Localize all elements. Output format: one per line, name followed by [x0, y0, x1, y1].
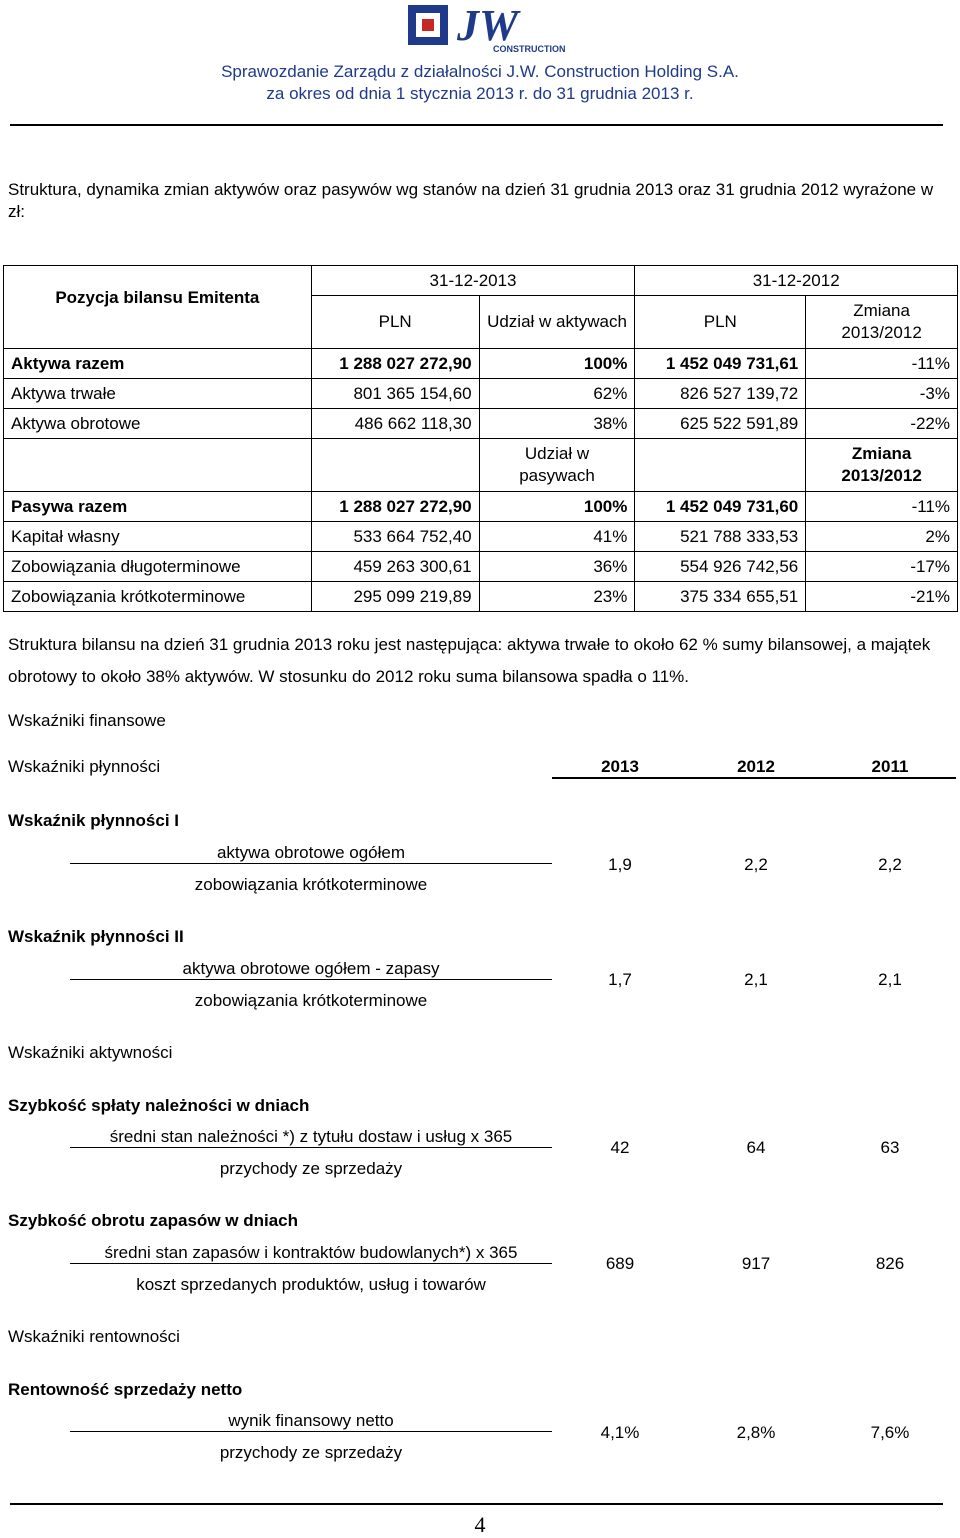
ratio-value: 1,7 [608, 970, 632, 989]
footer-divider [10, 1503, 943, 1505]
logo-text: JW [457, 1, 519, 50]
row-change: -11% [806, 349, 958, 379]
logo-subtext: CONSTRUCTION [493, 44, 566, 54]
ratio-denominator: przychody ze sprzedaży [219, 1443, 403, 1462]
row-change: -22% [806, 409, 958, 439]
table-header-row [4, 266, 958, 296]
header-line-2: za okres od dnia 1 stycznia 2013 r. do 31 grudnia 2013 r. [266, 84, 694, 103]
row-name: Aktywa razem [4, 349, 312, 379]
company-logo [405, 1, 566, 54]
fraction-line [70, 1431, 552, 1432]
row-name: Kapitał własny [4, 522, 312, 552]
change-header-b: Zmiana 2013/2012 [806, 439, 958, 492]
ratio-value: 1,9 [608, 855, 632, 874]
row-change: 2% [806, 522, 958, 552]
row-share: 23% [479, 582, 635, 612]
share-assets-header: Udział w aktywach [479, 296, 635, 349]
ratio-title: Wskaźnik płynności I [8, 811, 179, 830]
ratio-denominator: przychody ze sprzedaży [219, 1159, 403, 1178]
share-liab-header: Udział w pasywach [479, 439, 635, 492]
summary-paragraph: Struktura bilansu na dzień 31 grudnia 2013 roku jest następująca: aktywa trwałe to około 62 % sumy bilansowej, a majątek obrotowy to około 38% aktywów. W stosunku do 2012 roku suma bilansowa spadła o 11%. [8, 635, 931, 686]
pln-2012-header: PLN [635, 296, 806, 349]
ratio-denominator: zobowiązania krótkoterminowe [194, 991, 428, 1010]
table-row [4, 552, 958, 582]
row-value-2013: 459 263 300,61 [311, 552, 479, 582]
ratio-title: Wskaźnik płynności II [8, 927, 184, 946]
row-change: -21% [806, 582, 958, 612]
ratio-value: 64 [746, 1138, 766, 1157]
row-share: 62% [479, 379, 635, 409]
row-value-2012: 1 452 049 731,60 [635, 492, 806, 522]
col-position-header: Pozycja bilansu Emitenta [4, 266, 312, 349]
ratio-numerator: średni stan należności *) z tytułu dostaw i usług x 365 [109, 1127, 513, 1146]
fraction-line [70, 1147, 552, 1148]
row-name: Aktywa trwałe [4, 379, 312, 409]
row-value-2013: 801 365 154,60 [311, 379, 479, 409]
ratio-denominator: koszt sprzedanych produktów, usług i towarów [136, 1275, 486, 1294]
ratio-value: 2,8% [736, 1423, 776, 1442]
row-value-2013: 295 099 219,89 [311, 582, 479, 612]
row-value-2012: 521 788 333,53 [635, 522, 806, 552]
row-value-2012: 826 527 139,72 [635, 379, 806, 409]
row-name: Aktywa obrotowe [4, 409, 312, 439]
row-name: Zobowiązania krótkoterminowe [4, 582, 312, 612]
ratio-numerator: średni stan zapasów i kontraktów budowlanych*) x 365 [104, 1243, 518, 1262]
date-2013-header: 31-12-2013 [311, 266, 635, 296]
ratio-numerator: aktywa obrotowe ogółem [216, 843, 406, 862]
row-value-2012: 554 926 742,56 [635, 552, 806, 582]
header-divider [10, 124, 943, 126]
year-2013: 2013 [601, 757, 639, 776]
year-2012: 2012 [737, 757, 775, 776]
row-value-2013: 486 662 118,30 [311, 409, 479, 439]
profitability-title: Wskaźniki rentowności [8, 1327, 180, 1346]
ratio-title: Szybkość spłaty należności w dniach [8, 1096, 310, 1115]
date-2012-header: 31-12-2012 [635, 266, 958, 296]
row-change: -3% [806, 379, 958, 409]
fraction-line [70, 863, 552, 864]
ratio-denominator: zobowiązania krótkoterminowe [194, 875, 428, 894]
ratio-value: 2,1 [744, 970, 768, 989]
row-value-2013: 1 288 027 272,90 [311, 349, 479, 379]
ratio-value: 4,1% [600, 1423, 640, 1442]
empty-cell [4, 439, 312, 492]
fraction-line [70, 1263, 552, 1264]
row-change: -17% [806, 552, 958, 582]
ratio-numerator: wynik finansowy netto [228, 1411, 394, 1430]
row-share: 38% [479, 409, 635, 439]
row-name: Pasywa razem [4, 492, 312, 522]
liabilities-subheader-row [4, 439, 958, 492]
row-value-2013: 533 664 752,40 [311, 522, 479, 552]
row-value-2012: 375 334 655,51 [635, 582, 806, 612]
table-row [4, 349, 958, 379]
ratio-value: 7,6% [870, 1423, 910, 1442]
intro-text: Struktura, dynamika zmian aktywów oraz pasywów wg stanów na dzień 31 grudnia 2013 oraz 31 grudnia 2012 wyrażone w zł: [8, 180, 934, 221]
ratio-value: 2,1 [878, 970, 902, 989]
financial-ratios-title: Wskaźniki finansowe [8, 711, 166, 730]
ratio-title: Rentowność sprzedaży netto [8, 1380, 243, 1399]
page-number: 4 [474, 1512, 486, 1537]
empty-cell [635, 439, 806, 492]
row-value-2013: 1 288 027 272,90 [311, 492, 479, 522]
row-share: 41% [479, 522, 635, 552]
row-share: 100% [479, 492, 635, 522]
empty-cell [311, 439, 479, 492]
activity-title: Wskaźniki aktywności [8, 1043, 173, 1062]
table-row [4, 522, 958, 552]
pln-2013-header: PLN [311, 296, 479, 349]
ratio-title: Szybkość obrotu zapasów w dniach [8, 1211, 298, 1230]
change-header-a: Zmiana 2013/2012 [806, 296, 958, 349]
header-line-1: Sprawozdanie Zarządu z działalności J.W. Construction Holding S.A. [221, 62, 739, 81]
row-value-2012: 1 452 049 731,61 [635, 349, 806, 379]
table-row [4, 409, 958, 439]
year-2011: 2011 [871, 757, 909, 776]
years-underline [552, 777, 956, 779]
ratio-value: 42 [610, 1138, 630, 1157]
balance-table [3, 265, 958, 612]
ratio-value: 2,2 [744, 855, 768, 874]
ratio-value: 689 [605, 1254, 635, 1273]
liquidity-title: Wskaźniki płynności [8, 757, 161, 776]
fraction-line [70, 979, 552, 980]
table-row [4, 582, 958, 612]
row-value-2012: 625 522 591,89 [635, 409, 806, 439]
ratio-numerator: aktywa obrotowe ogółem - zapasy [182, 959, 440, 978]
ratio-value: 63 [880, 1138, 900, 1157]
ratio-value: 917 [741, 1254, 771, 1273]
ratio-value: 826 [875, 1254, 905, 1273]
row-name: Zobowiązania długoterminowe [4, 552, 312, 582]
table-row [4, 379, 958, 409]
row-change: -11% [806, 492, 958, 522]
ratio-value: 2,2 [878, 855, 902, 874]
table-row [4, 492, 958, 522]
row-share: 100% [479, 349, 635, 379]
row-share: 36% [479, 552, 635, 582]
